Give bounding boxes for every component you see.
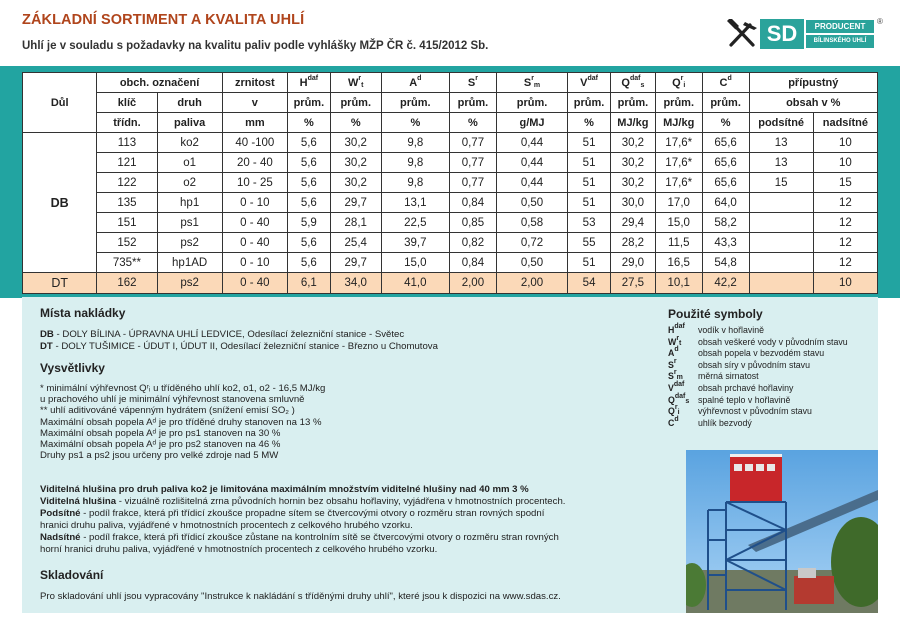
sd-logo	[726, 17, 886, 53]
mista-heading: Místa nakládky	[40, 306, 126, 320]
cell-s: 0,77	[449, 133, 496, 153]
table-row	[23, 253, 878, 273]
table-row	[23, 193, 878, 213]
cell-s: 0,84	[449, 253, 496, 273]
cell-h: 5,9	[287, 213, 330, 233]
symbol-desc: vodík v hořlavině	[698, 325, 765, 335]
def-hlusina: Viditelná hlušina - vizuálně rozlišitelná zrna původních hornin bez obsahu hořlaviny, vyjádřena v hmotnostních procentech.	[40, 496, 566, 507]
cell-c: 65,6	[702, 133, 749, 153]
cell-s: 0,77	[449, 153, 496, 173]
registered-mark: ®	[877, 17, 883, 26]
symbol-key: $Q^ri$	[668, 404, 680, 417]
cell-a: 41,0	[381, 273, 449, 294]
cell-a: 9,8	[381, 153, 449, 173]
cell-sm: 0,50	[496, 253, 567, 273]
cell-zrnitost: 0 - 10	[222, 193, 287, 213]
cell-podsitne: 13	[749, 133, 813, 153]
cell-nadsitne: 12	[813, 193, 877, 213]
cell-druh: hp1	[157, 193, 222, 213]
cell-nadsitne: 12	[813, 233, 877, 253]
cell-qi: 15,0	[655, 213, 702, 233]
symbol-key: $C^d$	[668, 415, 679, 428]
cell-nadsitne: 10	[813, 273, 877, 294]
skladovani-text: Pro skladování uhlí jsou vypracovány "Instrukce k nakládání s tříděnými druhy uhlí", které jsou k dispozici na www.sdas.cz.	[40, 591, 561, 602]
cell-klic: 151	[97, 213, 157, 233]
cell-v: 51	[568, 173, 611, 193]
mista-dt: DT - DOLY TUŠIMICE - ÚDUT I, ÚDUT II, Odesílací železniční stanice - Březno u Chomutova	[40, 341, 438, 352]
cell-q: 30,2	[610, 173, 655, 193]
col-s: $S^r$	[449, 73, 496, 93]
cell-v: 51	[568, 253, 611, 273]
vysvetlivka-line: u prachového uhlí je minimální výhřevnost stanovena smluvně	[40, 394, 305, 406]
cell-h: 6,1	[287, 273, 330, 294]
symbol-desc: uhlík bezvodý	[698, 417, 752, 428]
cell-w: 34,0	[330, 273, 381, 294]
cell-v: 53	[568, 213, 611, 233]
symbol-key: $W^rt$	[668, 334, 682, 347]
cell-w: 30,2	[330, 133, 381, 153]
cell-v: 55	[568, 233, 611, 253]
cell-a: 13,1	[381, 193, 449, 213]
cell-a: 22,5	[381, 213, 449, 233]
col-w: $W^rt$	[330, 73, 381, 93]
cell-klic: 152	[97, 233, 157, 253]
cell-sm: 0,44	[496, 153, 567, 173]
cell-nadsitne: 10	[813, 153, 877, 173]
cell-podsitne	[749, 213, 813, 233]
cell-q: 28,2	[610, 233, 655, 253]
cell-zrnitost: 40 -100	[222, 133, 287, 153]
hammer-pick-icon	[726, 19, 758, 49]
cell-podsitne	[749, 273, 813, 294]
page-title: ZÁKLADNÍ SORTIMENT A KVALITA UHLÍ	[22, 12, 305, 28]
cell-c: 65,6	[702, 153, 749, 173]
cell-zrnitost: 10 - 25	[222, 173, 287, 193]
col-dul: Důl	[23, 73, 97, 133]
cell-zrnitost: 0 - 40	[222, 233, 287, 253]
cell-zrnitost: 20 - 40	[222, 153, 287, 173]
logo-line2: BÍLINSKÉHO UHLÍ	[806, 35, 874, 48]
symbol-desc: obsah prchavé hořlaviny	[698, 383, 794, 393]
cell-podsitne: 13	[749, 153, 813, 173]
dul-cell: DT	[23, 273, 97, 294]
table-row	[23, 153, 878, 173]
cell-podsitne	[749, 253, 813, 273]
vysvetlivka-line: Druhy ps1 a ps2 jsou určeny pro velké zdroje nad 5 MW	[40, 450, 279, 462]
cell-a: 15,0	[381, 253, 449, 273]
cell-h: 5,6	[287, 233, 330, 253]
cell-c: 64,0	[702, 193, 749, 213]
vysvetlivky-heading: Vysvětlivky	[40, 361, 105, 375]
cell-q: 29,0	[610, 253, 655, 273]
cell-qi: 17,6*	[655, 173, 702, 193]
cell-sm: 0,50	[496, 193, 567, 213]
cell-a: 39,7	[381, 233, 449, 253]
cell-druh: ps1	[157, 213, 222, 233]
col-q: $Q^{daf}s$	[610, 73, 655, 93]
cell-w: 30,2	[330, 153, 381, 173]
cell-q: 30,2	[610, 153, 655, 173]
symbol-key: $A^d$	[668, 346, 679, 359]
symbol-key: $S^rm$	[668, 369, 683, 382]
hlusina-limit: Viditelná hlušina pro druh paliva ko2 je limitována maximálním množstvím viditelné hlušiny nad 40 mm 3 %	[40, 484, 529, 495]
col-pripustny: přípustný	[749, 73, 877, 93]
col-obch: obch. označení	[97, 73, 222, 93]
table-row	[23, 273, 878, 294]
cell-podsitne	[749, 233, 813, 253]
cell-s: 0,82	[449, 233, 496, 253]
cell-qi: 17,6*	[655, 153, 702, 173]
hdr-v: v	[222, 93, 287, 113]
vysvetlivky-list	[40, 383, 325, 461]
cell-druh: hp1AD	[157, 253, 222, 273]
cell-nadsitne: 12	[813, 253, 877, 273]
cell-nadsitne: 15	[813, 173, 877, 193]
table-row	[23, 213, 878, 233]
col-sm: $S^rm$	[496, 73, 567, 93]
cell-w: 29,7	[330, 253, 381, 273]
cell-sm: 2,00	[496, 273, 567, 294]
col-h: $H^{daf}$	[287, 73, 330, 93]
symbol-desc: měrná sirnatost	[698, 371, 759, 382]
cell-q: 29,4	[610, 213, 655, 233]
def-podsitne: Podsítné - podíl frakce, která při třídicí zkoušce propadne sítem se čtvercovými otvory o rozměru stran rovných spodní	[40, 508, 545, 519]
col-a: $A^d$	[381, 73, 449, 93]
def-podsitne-2: hranici druhu paliva, vyjádřené v hmotnostních procentech z celkového hrubého vzorku.	[40, 520, 413, 531]
def-nadsitne-2: horní hranici druhu paliva, vyjádřené v hmotnostních procentech z celkového hrubého vzorku.	[40, 544, 438, 555]
cell-s: 0,77	[449, 173, 496, 193]
cell-a: 9,8	[381, 173, 449, 193]
cell-v: 51	[568, 153, 611, 173]
cell-s: 2,00	[449, 273, 496, 294]
cell-q: 30,0	[610, 193, 655, 213]
symbol-key: $H^{daf}$	[668, 323, 685, 335]
cell-q: 30,2	[610, 133, 655, 153]
cell-w: 28,1	[330, 213, 381, 233]
symboly-heading: Použité symboly	[668, 307, 763, 321]
hdr-mm: mm	[222, 113, 287, 133]
skladovani-heading: Skladování	[40, 568, 104, 582]
logo-letters: SD	[760, 19, 804, 49]
vysvetlivka-line: Maximální obsah popela Aᵈ je pro tříděné druhy stanoven na 13 %	[40, 416, 322, 428]
cell-podsitne	[749, 193, 813, 213]
cell-druh: ps2	[157, 233, 222, 253]
cell-v: 51	[568, 133, 611, 153]
cell-h: 5,6	[287, 133, 330, 153]
cell-klic: 162	[97, 273, 157, 294]
cell-c: 42,2	[702, 273, 749, 294]
cell-zrnitost: 0 - 40	[222, 273, 287, 294]
cell-c: 65,6	[702, 173, 749, 193]
cell-zrnitost: 0 - 10	[222, 253, 287, 273]
cell-qi: 11,5	[655, 233, 702, 253]
hdr-podsitne: podsítné	[749, 113, 813, 133]
hdr-obsah: obsah v %	[749, 93, 877, 113]
cell-qi: 16,5	[655, 253, 702, 273]
cell-sm: 0,58	[496, 213, 567, 233]
table-row	[23, 173, 878, 193]
cell-nadsitne: 10	[813, 133, 877, 153]
cell-klic: 135	[97, 193, 157, 213]
cell-sm: 0,44	[496, 133, 567, 153]
col-qi: $Q^ri$	[655, 73, 702, 93]
symbol-desc: obsah veškeré vody v původním stavu	[698, 336, 848, 347]
symbol-desc: výhřevnost v původním stavu	[698, 406, 812, 417]
cell-c: 43,3	[702, 233, 749, 253]
cell-druh: o2	[157, 173, 222, 193]
cell-druh: o1	[157, 153, 222, 173]
cell-q: 27,5	[610, 273, 655, 294]
cell-qi: 17,0	[655, 193, 702, 213]
cell-qi: 17,6*	[655, 133, 702, 153]
hdr-tridn: třídn.	[97, 113, 157, 133]
hdr-druh: druh	[157, 93, 222, 113]
mista-db: DB - DOLY BÍLINA - ÚPRAVNA UHLÍ LEDVICE, Odesílací železniční stanice - Světec	[40, 329, 405, 340]
cell-a: 9,8	[381, 133, 449, 153]
vysvetlivka-line: ** uhlí aditivováné vápenným hydrátem (snížení emisí SO₂ )	[40, 405, 295, 417]
symbol-desc: obsah síry v původním stavu	[698, 359, 810, 370]
cell-qi: 10,1	[655, 273, 702, 294]
cell-druh: ko2	[157, 133, 222, 153]
coal-quality-table: Důl obch. označení zrnitost $H^{daf}$ $W^rt$ $A^d$ $S^r$ $S^rm$ $V^{daf}$ $Q^{daf}s$ $Q^ri$ $C^d$ přípustný klíč druh v prům. prům. prům. prům. prům. prům. prům. prům. prům. obsah v % třídn. paliva mm % % % % g/MJ % MJ/kg MJ/kg % podsítné nadsítné DB 113 ko2 40 -100 5,6 30,2 9,8 0,77 0,44 51 30,2 17,6* 65,6 13 10 121 o1 20 - 40 5,6 30,2 9,8 0,77 0,44 51 30,2 17,6* 65,6 13 10 122 o2 10 - 25 5,6 30,2 9,8 0,77 0,44 51 30,2 17,6* 65,6 15 15 135 hp1 0 - 10 5,6 29,7 13,1 0,84 0,50 51 30,0 17,0 64,0 12 151 ps1 0 - 40 5,9 28,1 22,5 0,85 0,58 53 29,4 15,0 58,2 12 152 ps2 0 - 40 5,6 25,4 39,7 0,82 0,72 55 28,2 11,5 43,3 12 735** hp1AD 0 - 10 5,6 29,7 15,0 0,84 0,50 51 29,0 16,5 54,8 12 DT 162 ps2 0 - 40 6,1 34,0 41,0 2,00 2,00 54 27,5 10,1 42,2 10	[22, 72, 878, 294]
table-row	[23, 133, 878, 153]
symbol-desc: spalné teplo v hořlavině	[698, 394, 791, 405]
hdr-nadsitne: nadsítné	[813, 113, 877, 133]
cell-sm: 0,72	[496, 233, 567, 253]
dul-cell: DB	[23, 133, 97, 273]
table-container	[22, 72, 878, 292]
cell-klic: 122	[97, 173, 157, 193]
cell-w: 30,2	[330, 173, 381, 193]
cell-h: 5,6	[287, 193, 330, 213]
table-row	[23, 233, 878, 253]
page-subtitle: Uhlí je v souladu s požadavky na kvalitu paliv podle vyhlášky MŽP ČR č. 415/2012 Sb.	[22, 40, 489, 52]
cell-s: 0,84	[449, 193, 496, 213]
cell-h: 5,6	[287, 173, 330, 193]
cell-druh: ps2	[157, 273, 222, 294]
symbol-key: $Q^{daf}s$	[668, 392, 690, 405]
cell-zrnitost: 0 - 40	[222, 213, 287, 233]
cell-v: 54	[568, 273, 611, 294]
cell-klic: 113	[97, 133, 157, 153]
cell-c: 58,2	[702, 213, 749, 233]
col-c: $C^d$	[702, 73, 749, 93]
cell-h: 5,6	[287, 153, 330, 173]
cell-podsitne: 15	[749, 173, 813, 193]
vysvetlivka-line: Maximální obsah popela Aᵈ je pro ps2 stanoven na 46 %	[40, 438, 281, 450]
col-zrnitost: zrnitost	[222, 73, 287, 93]
cell-klic: 121	[97, 153, 157, 173]
cell-h: 5,6	[287, 253, 330, 273]
cell-w: 25,4	[330, 233, 381, 253]
cell-sm: 0,44	[496, 173, 567, 193]
loading-station-photo	[686, 450, 878, 613]
vysvetlivka-line: Maximální obsah popela Aᵈ je pro ps1 stanoven na 30 %	[40, 427, 281, 439]
symbol-desc: obsah popela v bezvodém stavu	[698, 348, 825, 359]
cell-w: 29,7	[330, 193, 381, 213]
vysvetlivka-line: * minimální výhřevnost Qʳᵢ u tříděného uhlí ko2, o1, o2 - 16,5 MJ/kg	[40, 383, 326, 394]
cell-c: 54,8	[702, 253, 749, 273]
hdr-klic: klíč	[97, 93, 157, 113]
cell-nadsitne: 12	[813, 213, 877, 233]
hdr-paliva: paliva	[157, 113, 222, 133]
cell-klic: 735**	[97, 253, 157, 273]
symbol-key: $V^{daf}$	[668, 381, 685, 393]
logo-line1: PRODUCENT	[806, 20, 874, 33]
col-v: $V^{daf}$	[568, 73, 611, 93]
def-nadsitne: Nadsítné - podíl frakce, která při třídicí zkoušce zůstane na kontrolním sítě se čtvercovými otvory o rozměru stran rovných	[40, 532, 559, 543]
cell-v: 51	[568, 193, 611, 213]
symbol-key: $S^r$	[668, 357, 677, 370]
cell-s: 0,85	[449, 213, 496, 233]
